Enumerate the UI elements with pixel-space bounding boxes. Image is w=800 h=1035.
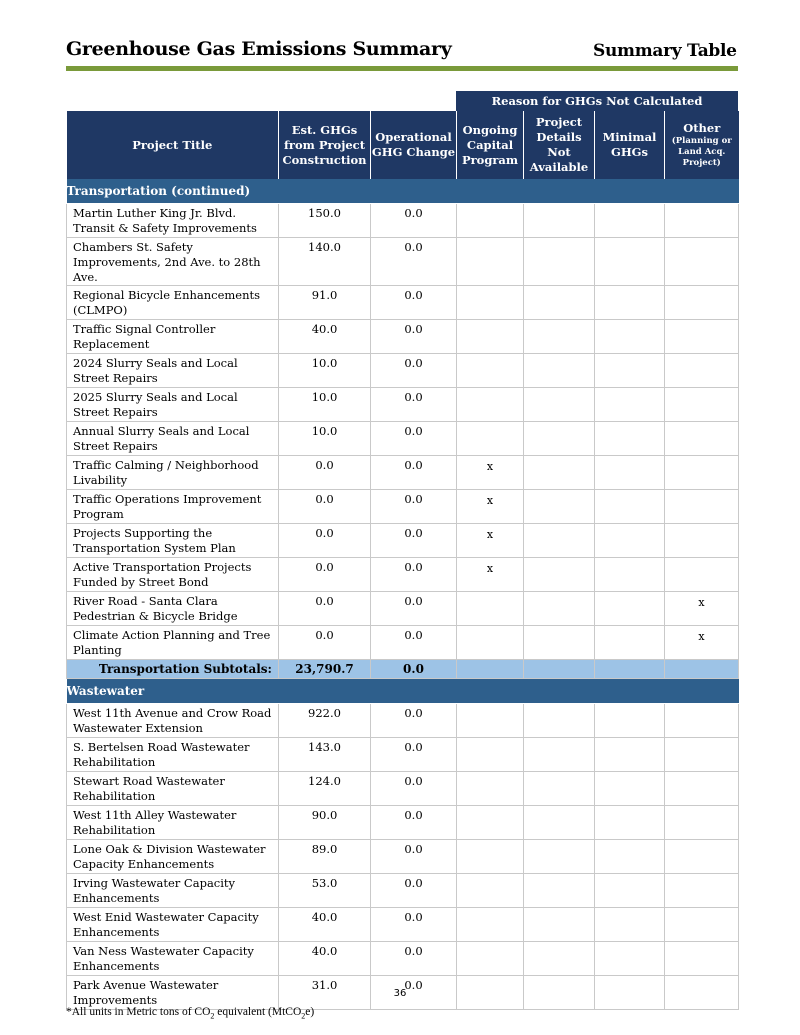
project-title-cell: Park Avenue Wastewater Improvements (67, 976, 279, 1010)
details-mark-cell (524, 456, 595, 490)
footnote-text-end: e) (305, 1006, 315, 1018)
ongoing-mark-cell (457, 354, 524, 388)
minimal-mark-cell (595, 422, 665, 456)
operational-ghg-cell: 0.0 (371, 456, 457, 490)
project-title-cell: Traffic Signal Controller Replacement (67, 320, 279, 354)
details-mark-cell (524, 238, 595, 286)
table-row (67, 738, 739, 772)
ongoing-mark-cell: x (457, 558, 524, 592)
project-title-cell: Stewart Road Wastewater Rehabilitation (67, 772, 279, 806)
details-mark-cell (524, 204, 595, 238)
other-mark-cell (665, 456, 739, 490)
subtotal-empty-cell (665, 660, 739, 679)
est-ghg-cell: 10.0 (279, 388, 371, 422)
minimal-mark-cell (595, 490, 665, 524)
table-row (67, 524, 739, 558)
project-title-cell: S. Bertelsen Road Wastewater Rehabilitation (67, 738, 279, 772)
minimal-mark-cell (595, 238, 665, 286)
section-title: Wastewater (67, 679, 739, 704)
table-row (67, 704, 739, 738)
est-ghg-cell: 40.0 (279, 942, 371, 976)
minimal-mark-cell (595, 524, 665, 558)
operational-ghg-cell: 0.0 (371, 320, 457, 354)
table-row (67, 874, 739, 908)
operational-ghg-cell: 0.0 (371, 806, 457, 840)
operational-ghg-cell: 0.0 (371, 592, 457, 626)
ongoing-mark-cell (457, 874, 524, 908)
page-subtitle: Summary Table (593, 41, 737, 61)
details-mark-cell (524, 772, 595, 806)
table-row (67, 908, 739, 942)
operational-ghg-cell: 0.0 (371, 422, 457, 456)
ongoing-mark-cell (457, 772, 524, 806)
other-mark-cell (665, 942, 739, 976)
table-body (67, 179, 739, 1010)
project-title-cell: Traffic Calming / Neighborhood Livability (67, 456, 279, 490)
table-row (67, 456, 739, 490)
est-ghg-cell: 53.0 (279, 874, 371, 908)
minimal-mark-cell (595, 320, 665, 354)
table-row (67, 558, 739, 592)
subtotal-empty-cell (595, 660, 665, 679)
project-title-cell: Projects Supporting the Transportation System Plan (67, 524, 279, 558)
subtotal-est: 23,790.7 (279, 660, 371, 679)
other-mark-cell (665, 320, 739, 354)
est-ghg-cell: 150.0 (279, 204, 371, 238)
table-row (67, 626, 739, 660)
details-mark-cell (524, 704, 595, 738)
project-title-cell: 2024 Slurry Seals and Local Street Repairs (67, 354, 279, 388)
table-row (67, 942, 739, 976)
project-title-cell: Van Ness Wastewater Capacity Enhancements (67, 942, 279, 976)
table-row (67, 806, 739, 840)
est-ghg-cell: 140.0 (279, 238, 371, 286)
other-mark-cell (665, 490, 739, 524)
details-mark-cell (524, 806, 595, 840)
other-mark-cell: x (665, 626, 739, 660)
minimal-mark-cell (595, 456, 665, 490)
minimal-mark-cell (595, 772, 665, 806)
details-mark-cell (524, 490, 595, 524)
section-row (67, 179, 739, 204)
operational-ghg-cell: 0.0 (371, 354, 457, 388)
project-title-cell: Traffic Operations Improvement Program (67, 490, 279, 524)
summary-table (66, 111, 739, 1010)
minimal-mark-cell (595, 704, 665, 738)
subtotal-op: 0.0 (371, 660, 457, 679)
other-mark-cell (665, 738, 739, 772)
ongoing-mark-cell (457, 422, 524, 456)
other-mark-cell (665, 840, 739, 874)
est-ghg-cell: 0.0 (279, 524, 371, 558)
project-title-cell: West 11th Alley Wastewater Rehabilitation (67, 806, 279, 840)
table-row (67, 592, 739, 626)
operational-ghg-cell: 0.0 (371, 772, 457, 806)
table-row (67, 238, 739, 286)
ongoing-mark-cell (457, 806, 524, 840)
other-mark-cell (665, 286, 739, 320)
operational-ghg-cell: 0.0 (371, 874, 457, 908)
minimal-mark-cell (595, 942, 665, 976)
other-mark-cell (665, 874, 739, 908)
est-ghg-cell: 0.0 (279, 456, 371, 490)
project-title-cell: Chambers St. Safety Improvements, 2nd Ave. to 28th Ave. (67, 238, 279, 286)
project-title-cell: West Enid Wastewater Capacity Enhancements (67, 908, 279, 942)
other-mark-cell (665, 524, 739, 558)
table-row (67, 286, 739, 320)
col-header-minimal: Minimal GHGs (595, 111, 665, 179)
est-ghg-cell: 124.0 (279, 772, 371, 806)
col-header-est: Est. GHGs from Project Construction (279, 111, 371, 179)
operational-ghg-cell: 0.0 (371, 976, 457, 1010)
details-mark-cell (524, 524, 595, 558)
table-header-row (67, 111, 739, 179)
details-mark-cell (524, 942, 595, 976)
table-row (67, 490, 739, 524)
minimal-mark-cell (595, 738, 665, 772)
reason-header: Reason for GHGs Not Calculated (456, 91, 738, 111)
ongoing-mark-cell: x (457, 524, 524, 558)
section-row (67, 679, 739, 704)
est-ghg-cell: 91.0 (279, 286, 371, 320)
project-title-cell: Regional Bicycle Enhancements (CLMPO) (67, 286, 279, 320)
ongoing-mark-cell: x (457, 490, 524, 524)
col-header-operational: Operational GHG Change (371, 111, 457, 179)
table-row (67, 388, 739, 422)
col-header-ongoing: Ongoing Capital Program (457, 111, 524, 179)
est-ghg-cell: 0.0 (279, 592, 371, 626)
project-title-cell: Lone Oak & Division Wastewater Capacity Enhancements (67, 840, 279, 874)
footnote-sub: 2 (210, 1011, 215, 1021)
ongoing-mark-cell (457, 626, 524, 660)
other-mark-cell (665, 388, 739, 422)
ongoing-mark-cell (457, 942, 524, 976)
operational-ghg-cell: 0.0 (371, 286, 457, 320)
details-mark-cell (524, 840, 595, 874)
other-mark-cell (665, 204, 739, 238)
project-title-cell: West 11th Avenue and Crow Road Wastewater Extension (67, 704, 279, 738)
ongoing-mark-cell (457, 840, 524, 874)
operational-ghg-cell: 0.0 (371, 388, 457, 422)
other-mark-cell (665, 806, 739, 840)
details-mark-cell (524, 320, 595, 354)
other-mark-cell (665, 772, 739, 806)
operational-ghg-cell: 0.0 (371, 490, 457, 524)
other-mark-cell (665, 908, 739, 942)
est-ghg-cell: 89.0 (279, 840, 371, 874)
table-row (67, 422, 739, 456)
est-ghg-cell: 40.0 (279, 908, 371, 942)
details-mark-cell (524, 908, 595, 942)
ongoing-mark-cell (457, 204, 524, 238)
minimal-mark-cell (595, 388, 665, 422)
details-mark-cell (524, 286, 595, 320)
footnote-text: *All units in Metric tons of CO (66, 1006, 211, 1018)
col-header-other-label: Other (683, 121, 721, 135)
details-mark-cell (524, 422, 595, 456)
est-ghg-cell: 40.0 (279, 320, 371, 354)
est-ghg-cell: 0.0 (279, 490, 371, 524)
page-title: Greenhouse Gas Emissions Summary (66, 38, 452, 60)
est-ghg-cell: 10.0 (279, 422, 371, 456)
table-row (67, 772, 739, 806)
project-title-cell: Annual Slurry Seals and Local Street Repairs (67, 422, 279, 456)
minimal-mark-cell (595, 354, 665, 388)
project-title-cell: 2025 Slurry Seals and Local Street Repairs (67, 388, 279, 422)
operational-ghg-cell: 0.0 (371, 738, 457, 772)
operational-ghg-cell: 0.0 (371, 908, 457, 942)
table-row (67, 840, 739, 874)
subtotal-empty-cell (524, 660, 595, 679)
details-mark-cell (524, 388, 595, 422)
other-mark-cell (665, 422, 739, 456)
details-mark-cell (524, 558, 595, 592)
section-title: Transportation (continued) (67, 179, 739, 204)
col-header-details: Project Details Not Available (524, 111, 595, 179)
operational-ghg-cell: 0.0 (371, 204, 457, 238)
operational-ghg-cell: 0.0 (371, 704, 457, 738)
ongoing-mark-cell (457, 908, 524, 942)
ongoing-mark-cell: x (457, 456, 524, 490)
subtotal-empty-cell (457, 660, 524, 679)
minimal-mark-cell (595, 806, 665, 840)
est-ghg-cell: 143.0 (279, 738, 371, 772)
project-title-cell: Climate Action Planning and Tree Planting (67, 626, 279, 660)
est-ghg-cell: 0.0 (279, 626, 371, 660)
ongoing-mark-cell (457, 738, 524, 772)
project-title-cell: Irving Wastewater Capacity Enhancements (67, 874, 279, 908)
minimal-mark-cell (595, 626, 665, 660)
title-rule (66, 66, 738, 71)
other-mark-cell: x (665, 592, 739, 626)
details-mark-cell (524, 874, 595, 908)
operational-ghg-cell: 0.0 (371, 524, 457, 558)
operational-ghg-cell: 0.0 (371, 558, 457, 592)
other-mark-cell (665, 558, 739, 592)
other-mark-cell (665, 354, 739, 388)
table-row (67, 320, 739, 354)
table-row (67, 204, 739, 238)
col-header-other-note: (Planning or Land Acq. Project) (671, 136, 732, 168)
est-ghg-cell: 10.0 (279, 354, 371, 388)
est-ghg-cell: 0.0 (279, 558, 371, 592)
project-title-cell: Martin Luther King Jr. Blvd. Transit & Safety Improvements (67, 204, 279, 238)
other-mark-cell (665, 238, 739, 286)
operational-ghg-cell: 0.0 (371, 942, 457, 976)
operational-ghg-cell: 0.0 (371, 840, 457, 874)
subtotal-row (67, 660, 739, 679)
footnote-sub-2: 2 (301, 1011, 306, 1021)
ongoing-mark-cell (457, 238, 524, 286)
col-header-title: Project Title (67, 111, 279, 179)
minimal-mark-cell (595, 592, 665, 626)
ongoing-mark-cell (457, 286, 524, 320)
minimal-mark-cell (595, 840, 665, 874)
footnote-text-mid: equivalent (MtCO (214, 1006, 302, 1018)
operational-ghg-cell: 0.0 (371, 626, 457, 660)
minimal-mark-cell (595, 286, 665, 320)
minimal-mark-cell (595, 908, 665, 942)
details-mark-cell (524, 354, 595, 388)
minimal-mark-cell (595, 874, 665, 908)
project-title-cell: River Road - Santa Clara Pedestrian & Bicycle Bridge (67, 592, 279, 626)
details-mark-cell (524, 592, 595, 626)
ongoing-mark-cell (457, 704, 524, 738)
table-row (67, 354, 739, 388)
ongoing-mark-cell (457, 320, 524, 354)
col-header-other (665, 111, 739, 179)
details-mark-cell (524, 738, 595, 772)
footnote (66, 1006, 314, 1020)
page-number: 36 (393, 988, 407, 999)
ongoing-mark-cell (457, 388, 524, 422)
minimal-mark-cell (595, 204, 665, 238)
subtotal-label: Transportation Subtotals: (67, 660, 279, 679)
est-ghg-cell: 31.0 (279, 976, 371, 1010)
est-ghg-cell: 90.0 (279, 806, 371, 840)
minimal-mark-cell (595, 558, 665, 592)
ongoing-mark-cell (457, 592, 524, 626)
details-mark-cell (524, 626, 595, 660)
est-ghg-cell: 922.0 (279, 704, 371, 738)
project-title-cell: Active Transportation Projects Funded by Street Bond (67, 558, 279, 592)
table-tail-line (738, 937, 739, 959)
operational-ghg-cell: 0.0 (371, 238, 457, 286)
other-mark-cell (665, 704, 739, 738)
